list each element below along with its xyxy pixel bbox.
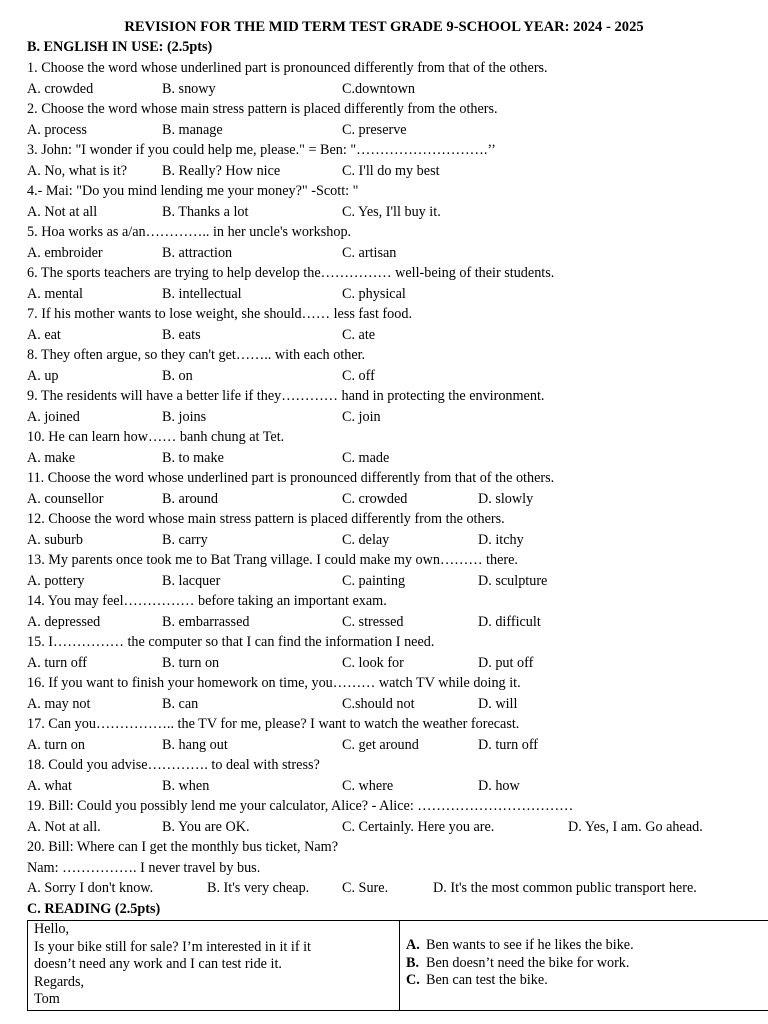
option-a: A. turn on xyxy=(27,736,85,753)
option-d: D. itchy xyxy=(478,531,524,548)
option-c: C. I'll do my best xyxy=(342,162,440,179)
option-letter: B. xyxy=(406,954,420,971)
option-a: A. suburb xyxy=(27,531,83,548)
option-c: C. get around xyxy=(342,736,419,753)
option-a: A. depressed xyxy=(27,613,101,630)
option-d: D. difficult xyxy=(478,613,541,630)
option-a: A. Not at all. xyxy=(27,818,101,835)
option-b: B. lacquer xyxy=(162,572,221,589)
option-c: C. Certainly. Here you are. xyxy=(342,818,495,835)
option-b: B. snowy xyxy=(162,80,216,97)
option-b: B. Thanks a lot xyxy=(162,203,249,220)
question-text: 3. John: "I wonder if you could help me, please." = Ben: "……………………….’’ xyxy=(27,142,496,158)
option-b: B. can xyxy=(162,695,199,712)
option-a: A. make xyxy=(27,449,76,466)
question-text: 4.- Mai: "Do you mind lending me your money?" -Scott: " xyxy=(27,183,359,199)
option-a: A. mental xyxy=(27,285,83,302)
option-d: D. sculpture xyxy=(478,572,548,589)
option-c: C. made xyxy=(342,449,390,466)
question-text: 17. Can you…………….. the TV for me, please? I want to watch the weather forecast. xyxy=(27,716,520,732)
option-b: B. You are OK. xyxy=(162,818,250,835)
option-a: A. Not at all xyxy=(27,203,98,220)
option-d: D. Yes, I am. Go ahead. xyxy=(568,818,703,835)
passage-line: Hello, xyxy=(34,921,70,937)
passage-line: doesn’t need any work and I can test ride it. xyxy=(34,956,282,972)
option-b: B. eats xyxy=(162,326,201,343)
option-c: C. delay xyxy=(342,531,390,548)
question-text: 15. I…………… the computer so that I can find the information I need. xyxy=(27,634,435,650)
option-b: B. when xyxy=(162,777,210,794)
option-c: C. painting xyxy=(342,572,406,589)
option-b: B. manage xyxy=(162,121,223,138)
option-a: A. process xyxy=(27,121,87,138)
option-a: A. pottery xyxy=(27,572,85,589)
option-a: A. counsellor xyxy=(27,490,104,507)
option-a: A. turn off xyxy=(27,654,88,671)
option-text: Ben can test the bike. xyxy=(426,972,548,988)
option-a: A. crowded xyxy=(27,80,94,97)
question-text: 16. If you want to finish your homework on time, you……… watch TV while doing it. xyxy=(27,675,521,691)
question-text: 9. The residents will have a better life if they………… hand in protecting the environment. xyxy=(27,388,545,404)
question-text: 18. Could you advise…………. to deal with stress? xyxy=(27,757,320,773)
option-c: C. stressed xyxy=(342,613,404,630)
question-text: 2. Choose the word whose main stress pattern is placed differently from the others. xyxy=(27,101,498,117)
option-d: D. will xyxy=(478,695,518,712)
question-text: 5. Hoa works as a/an………….. in her uncle's workshop. xyxy=(27,224,352,240)
option-c: C. crowded xyxy=(342,490,408,507)
option-d: D. how xyxy=(478,777,520,794)
option-a: A. Sorry I don't know. xyxy=(27,880,154,896)
option-c: C. where xyxy=(342,777,394,794)
passage-line: Tom xyxy=(34,991,60,1007)
option-a: A. No, what is it? xyxy=(27,162,128,179)
option-a: A. joined xyxy=(27,408,80,425)
option-a: A. eat xyxy=(27,326,61,343)
question-text: 12. Choose the word whose main stress pattern is placed differently from the others. xyxy=(27,511,505,527)
option-b: B. Really? How nice xyxy=(162,162,281,179)
option-c: C. off xyxy=(342,367,375,384)
question-text: Nam: ……………. I never travel by bus. xyxy=(27,860,261,876)
option-a: A. may not xyxy=(27,695,91,712)
option-d: D. slowly xyxy=(478,490,534,507)
page-title: REVISION FOR THE MID TERM TEST GRADE 9-SCHOOL YEAR: 2024 - 2025 xyxy=(124,19,644,35)
option-b: B. joins xyxy=(162,408,207,425)
question-text: 19. Bill: Could you possibly lend me your calculator, Alice? - Alice: …………………………… xyxy=(27,798,574,814)
option-b: B. hang out xyxy=(162,736,228,753)
reading-option-a xyxy=(406,937,634,955)
option-b: B. to make xyxy=(162,449,224,466)
option-c: C.downtown xyxy=(342,80,415,97)
option-c: C. ate xyxy=(342,326,376,343)
question-text: 7. If his mother wants to lose weight, she should…… less fast food. xyxy=(27,306,412,322)
option-text: Ben wants to see if he likes the bike. xyxy=(426,937,634,953)
option-b: B. on xyxy=(162,367,193,384)
reading-option-b xyxy=(406,955,634,973)
question-text: 11. Choose the word whose underlined part is pronounced differently from that of the others. xyxy=(27,470,555,486)
reading-options xyxy=(406,937,634,990)
question-text: 13. My parents once took me to Bat Trang village. I could make my own……… there. xyxy=(27,552,518,568)
reading-table xyxy=(27,920,768,1011)
passage-line: Regards, xyxy=(34,973,85,990)
option-a: A. up xyxy=(27,367,59,384)
option-c: C. join xyxy=(342,408,381,425)
option-c: C. artisan xyxy=(342,244,397,261)
option-b: B. It's very cheap. xyxy=(207,880,310,896)
option-d: D. turn off xyxy=(478,736,539,753)
question-text: 14. You may feel…………… before taking an important exam. xyxy=(27,593,387,609)
passage-line: Is your bike still for sale? I’m interested in it if it xyxy=(34,938,311,955)
option-c: C. look for xyxy=(342,654,404,671)
question-text: 10. He can learn how…… banh chung at Tet. xyxy=(27,429,285,445)
reading-option-c xyxy=(406,972,634,990)
option-c: C. preserve xyxy=(342,121,407,138)
option-b: B. turn on xyxy=(162,654,220,671)
reading-passage xyxy=(28,921,400,1010)
option-c: C.should not xyxy=(342,695,415,712)
section-b-heading: B. ENGLISH IN USE: (2.5pts) xyxy=(27,39,213,55)
option-b: B. intellectual xyxy=(162,285,242,302)
section-c-heading: C. READING (2.5pts) xyxy=(27,901,161,917)
question-text: 20. Bill: Where can I get the monthly bus ticket, Nam? xyxy=(27,839,338,855)
question-text: 6. The sports teachers are trying to help develop the…………… well-being of their students. xyxy=(27,265,555,281)
option-b: B. embarrassed xyxy=(162,613,250,630)
option-a: A. what xyxy=(27,777,72,794)
option-b: B. attraction xyxy=(162,244,233,261)
option-b: B. carry xyxy=(162,531,208,548)
question-text: 1. Choose the word whose underlined part is pronounced differently from that of the others. xyxy=(27,60,548,76)
option-c: C. physical xyxy=(342,285,406,302)
option-text: Ben doesn’t need the bike for work. xyxy=(426,954,630,971)
option-letter: C. xyxy=(406,972,420,988)
question-text: 8. They often argue, so they can't get…….. with each other. xyxy=(27,347,366,363)
option-d: D. put off xyxy=(478,654,534,671)
option-a: A. embroider xyxy=(27,244,103,261)
option-c: C. Sure. xyxy=(342,880,389,896)
option-d: D. It's the most common public transport here. xyxy=(433,880,697,896)
option-b: B. around xyxy=(162,490,218,507)
option-c: C. Yes, I'll buy it. xyxy=(342,203,441,220)
option-letter: A. xyxy=(406,937,420,953)
